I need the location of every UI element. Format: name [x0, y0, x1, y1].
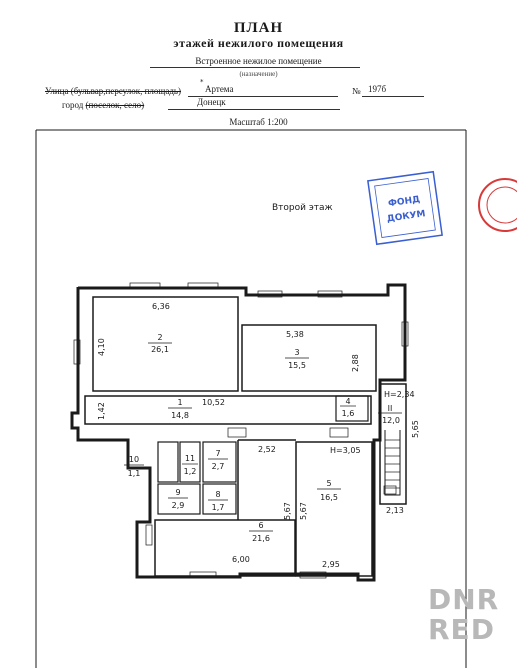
stamp-line2: ДОКУМ [386, 209, 427, 225]
room-10-walls [158, 442, 178, 482]
room-2-walls [93, 297, 238, 391]
dnr-red-watermark [428, 585, 500, 647]
dim-567b: 5,67 [299, 502, 308, 520]
dim-142: 1,42 [97, 402, 106, 420]
object-caption: (назначение) [239, 70, 278, 78]
dim-567a: 5,67 [283, 502, 292, 520]
scale-label: Масштаб 1:200 [229, 117, 288, 127]
stair-steps [385, 440, 400, 488]
room-2-number: 2 [157, 333, 163, 342]
room-11-area: 1,2 [183, 467, 197, 476]
dim-565: 5,65 [411, 420, 420, 438]
room-3-area: 15,5 [288, 361, 306, 370]
dim-636: 6,36 [152, 302, 170, 311]
room-4-area: 1,6 [341, 409, 355, 418]
city-label: город (поселок, село) [62, 100, 145, 110]
dim-1052: 10,52 [202, 398, 225, 407]
dim-295: 2,95 [322, 560, 340, 569]
floor-label: Второй этаж [272, 203, 333, 213]
room-7-area: 2,7 [211, 462, 225, 471]
plan-subtitle: этажей нежилого помещения [173, 36, 344, 50]
object-name: Встроенное нежилое помещение [195, 56, 322, 66]
room-4-number: 4 [345, 397, 351, 406]
room-1-walls [85, 396, 371, 424]
room-2-area: 26,1 [151, 345, 169, 354]
city-value: Донецк [197, 97, 226, 107]
watermark-line2: RED [428, 613, 495, 646]
street-value: Артема [205, 84, 234, 94]
asterisk-mark: * [200, 78, 204, 86]
plan-title: ПЛАН [233, 20, 284, 36]
room-8-number: 8 [215, 490, 221, 499]
room-II-area: 12,0 [382, 416, 400, 425]
dim-288: 2,88 [351, 354, 360, 372]
height-305: H=3,05 [330, 446, 361, 455]
dim-538: 5,38 [286, 330, 304, 339]
room-7-number: 7 [215, 449, 221, 458]
room-9-area: 2,9 [171, 501, 185, 510]
room-3-number: 3 [294, 348, 300, 357]
room-5-area: 16,5 [320, 493, 338, 502]
dim-410: 4,10 [97, 338, 106, 356]
room-11-number: 11 [184, 454, 196, 463]
room-1-area: 14,8 [171, 411, 189, 420]
room-10-area: 1,1 [127, 469, 141, 478]
number-value: 197б [368, 84, 387, 94]
room-labels [124, 333, 402, 543]
windows [74, 283, 408, 578]
dim-213: 2,13 [386, 506, 404, 515]
room-10-number: 10 [128, 455, 140, 464]
room-6-walls [155, 520, 295, 576]
number-label: № [352, 86, 361, 96]
room-II-number: II [387, 404, 393, 413]
archive-stamp [368, 172, 442, 245]
dim-252: 2,52 [258, 445, 276, 454]
room-8-area: 1,7 [211, 503, 225, 512]
stamp-line1: ФОНД [387, 194, 421, 210]
round-seal [479, 179, 517, 231]
room-6-number: 6 [258, 521, 264, 530]
room-6-area: 21,6 [252, 534, 270, 543]
room-9-number: 9 [175, 488, 181, 497]
room-5-number: 5 [326, 479, 332, 488]
dim-600: 6,00 [232, 555, 250, 564]
height-234: H=2,34 [384, 390, 415, 399]
street-label: Улица (бульвар,переулок, площадь) [45, 86, 181, 96]
room-1-number: 1 [177, 398, 183, 407]
watermark-line1: DNR [428, 583, 500, 616]
